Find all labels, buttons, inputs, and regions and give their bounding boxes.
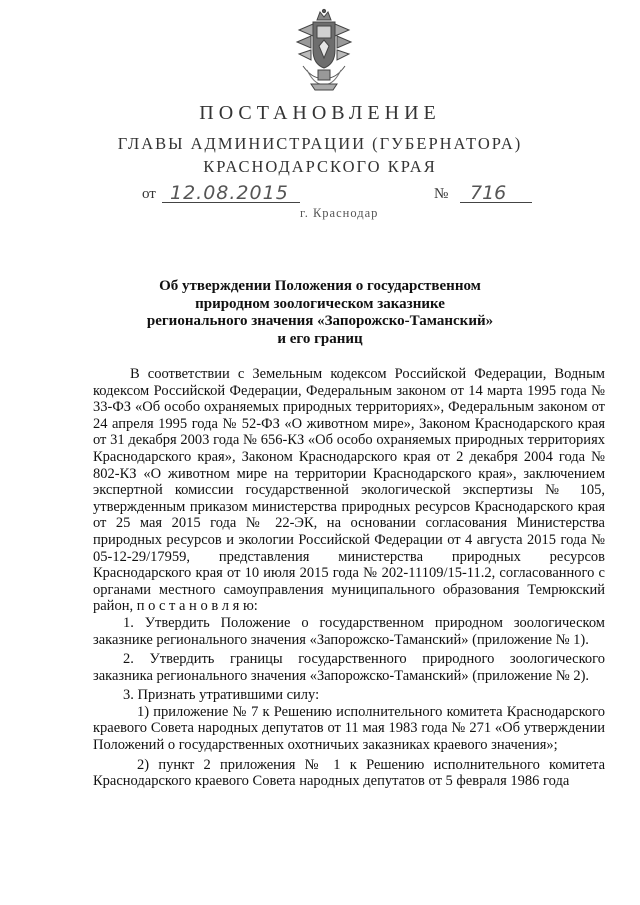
document-body — [93, 366, 605, 790]
date-number-line — [142, 184, 542, 208]
date-label: от — [142, 186, 156, 202]
date-value: 12.08.2015 — [170, 182, 289, 204]
preamble-paragraph — [93, 366, 605, 615]
subitem-1-paragraph: 1) приложение № 7 к Решению исполнительного комитета Краснодарского краевого Совета народных депутатов от 11 мая 1983 года № 271 «Об утверждении Положений о государственных охотничьих заказниках краевого значения»; — [93, 703, 605, 754]
number-value: 716 — [470, 182, 507, 204]
region-heading: КРАСНОДАРСКОГО КРАЯ — [203, 157, 437, 176]
title-line: природном зоологическом заказнике — [195, 295, 445, 312]
issuer-heading: ГЛАВЫ АДМИНИСТРАЦИИ (ГУБЕРНАТОРА) — [117, 134, 523, 153]
item-3-paragraph: 3. Признать утратившими силу: — [123, 687, 320, 704]
title-line: регионального значения «Запорожско-Таманский» — [146, 313, 494, 329]
document-title — [90, 278, 550, 348]
item-2-paragraph: 2. Утвердить границы государственного природного зоологического заказника регионального значения «Запорожско-Таманский» (приложение № 2). — [93, 651, 605, 684]
item-1-paragraph: 1. Утвердить Положение о государственном природном зоологическом заказнике регионального значения «Запорожско-Таманский» (приложение № 1). — [93, 614, 605, 648]
title-line: и его границ — [277, 330, 363, 347]
subitem-2-paragraph: 2) пункт 2 приложения № 1 к Решению исполнительного комитета Краснодарского краевого Совета народных депутатов от 5 февраля 1986 года — [93, 756, 605, 790]
city-label: г. Краснодар — [300, 206, 379, 220]
title-line: Об утверждении Положения о государственном — [159, 278, 481, 294]
number-label: № — [434, 186, 449, 202]
preamble-text: В соответствии с Земельным кодексом Российской Федерации, Водным кодексом Российской Федерации, Федеральным законом от 14 марта 1995 года № 33-ФЗ «Об особо охраняемых природных территориях», Федеральным законом от 24 апреля 1995 года № 52-ФЗ «О животном мире», Законом Краснодарского края от 31 декабря 2003 года № 656-КЗ «Об особо охраняемых природных территориях Краснодарского края», Законом Краснодарского края от 2 декабря 2004 года № 802-КЗ «О животном мире на территории Краснодарского края», заключением экспертной комиссии государственной экологической экспертизы № 105, утвержденным приказом министерства природных ресурсов Краснодарского края от 25 мая 2015 года № 22-ЭК, на основании согласования Министерства природных ресурсов и экологии Российской Федерации от 4 августа 2015 года № 05-12-29/17959, представления министерства природных ресурсов Краснодарского края от 10 июля 2015 года № 202-11109/15-11.2, согласованного с органами местного самоуправления муниципального образования Темрюкский район, — [93, 366, 605, 615]
document-type-heading: ПОСТАНОВЛЕНИЕ — [199, 102, 441, 124]
coat-of-arms-emblem — [293, 8, 355, 92]
resolve-word: п о с т а н о в л я ю: — [136, 598, 258, 615]
